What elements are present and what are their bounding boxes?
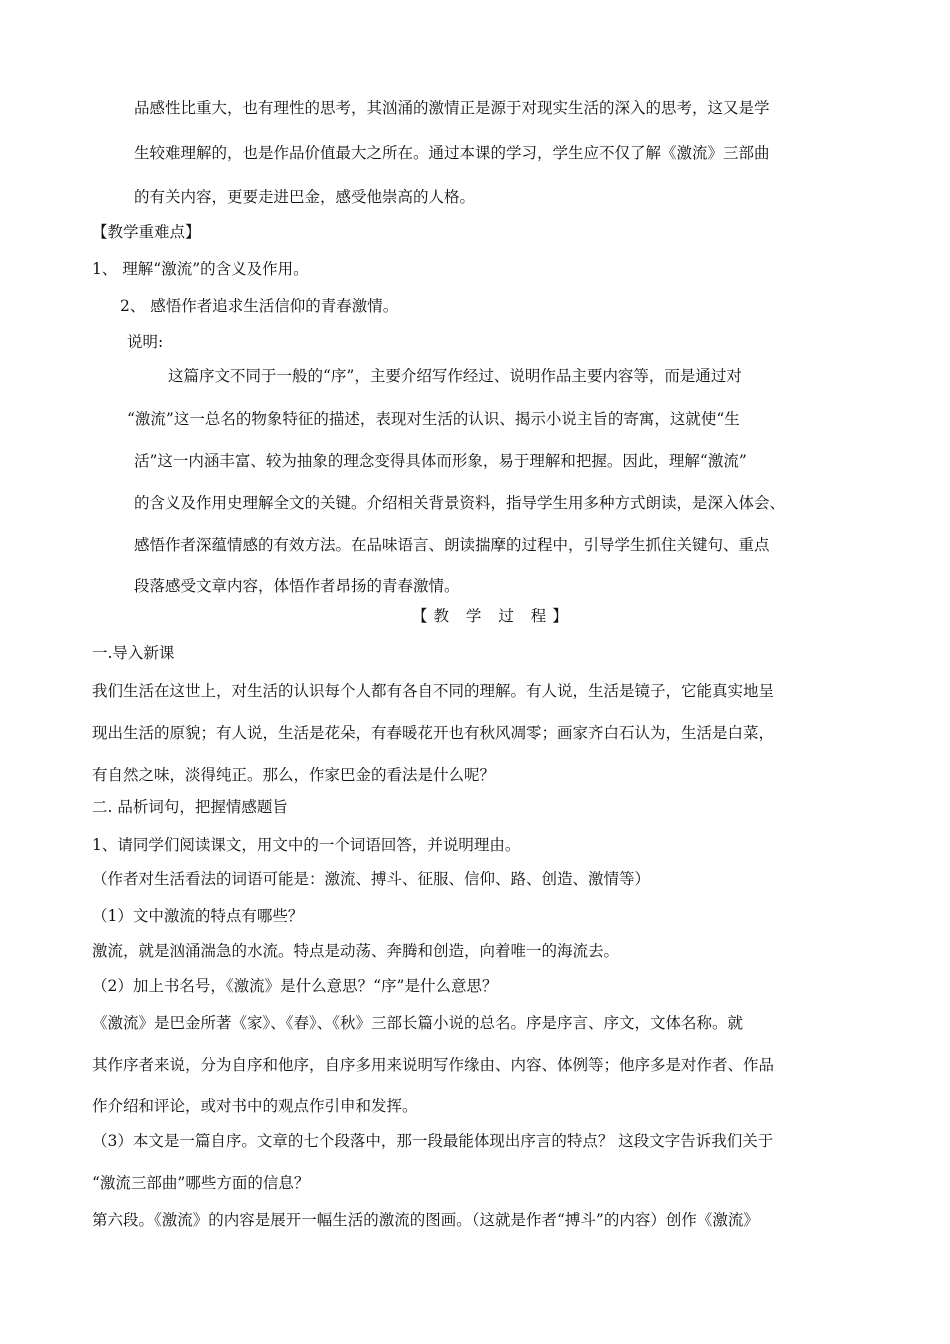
question-1-note: （作者对生活看法的词语可能是：激流、搏斗、征服、信仰、路、创造、激情等）: [92, 870, 651, 888]
note-line-3: 活”这一内涵丰富、较为抽象的理念变得具体而形象，易于理解和把握。因此，理解“激流”: [134, 452, 747, 470]
intro-line-2: 生较难理解的，也是作品价值最大之所在。通过本课的学习，学生应不仅了解《激流》三部曲: [134, 144, 770, 162]
sub-answer-2-line-2: 其作序者来说，分为自序和他序，自序多用来说明写作缘由、内容、体例等；他序多是对作者、作品: [92, 1056, 775, 1074]
sub-question-1: （1）文中激流的特点有哪些？: [92, 907, 304, 925]
section2-title: 二. 品析词句，把握情感题旨: [92, 798, 288, 816]
sub-answer-1: 激流，就是汹涌湍急的水流。特点是动荡、奔腾和创造，向着唯一的海流去。: [92, 942, 620, 960]
section1-title: 一.导入新课: [92, 644, 175, 662]
process-heading: 【教 学 过 程】: [412, 607, 574, 625]
note-line-2: “激流”这一总名的物象特征的描述，表现对生活的认识、揭示小说主旨的寄寓，这就使“生: [127, 410, 740, 428]
intro-line-1: 品感性比重大，也有理性的思考，其汹涌的激情正是源于对现实生活的深入的思考，这又是学: [134, 99, 770, 117]
note-label: 说明:: [127, 333, 164, 351]
key-points-heading: 【教学重难点】: [92, 223, 201, 241]
sub-answer-2-line-1: 《激流》是巴金所著《家》、《春》、《秋》三部长篇小说的总名。序是序言、序文，文体名称。就: [92, 1014, 744, 1032]
section1-line-1: 我们生活在这世上，对生活的认识每个人都有各自不同的理解。有人说，生活是镜子，它能真实地呈: [92, 682, 775, 700]
key-point-1: 1、 理解“激流”的含义及作用。: [92, 260, 309, 278]
sub-question-3-line-2: “激流三部曲”哪些方面的信息？: [92, 1174, 310, 1192]
sub-question-3-line-1: （3）本文是一篇自序。文章的七个段落中，那一段最能体现出序言的特点？ 这段文字告诉我们关于: [92, 1132, 774, 1150]
intro-line-3: 的有关内容，更要走进巴金，感受他崇高的人格。: [134, 188, 476, 206]
question-1: 1、请同学们阅读课文，用文中的一个词语回答，并说明理由。: [92, 836, 521, 854]
sub-answer-2-line-3: 作介绍和评论，或对书中的观点作引申和发挥。: [92, 1097, 418, 1115]
sub-answer-3: 第六段。《激流》的内容是展开一幅生活的激流的图画。（这就是作者“搏斗”的内容）创作《激流》: [92, 1211, 759, 1229]
note-line-1: 这篇序文不同于一般的“序”，主要介绍写作经过、说明作品主要内容等，而是通过对: [168, 367, 742, 385]
section1-line-2: 现出生活的原貌；有人说，生活是花朵，有春暖花开也有秋风凋零；画家齐白石认为，生活是白菜，: [92, 724, 775, 742]
note-line-4: 的含义及作用史理解全文的关键。介绍相关背景资料，指导学生用多种方式朗读，是深入体会、: [134, 494, 786, 512]
note-line-6: 段落感受文章内容，体悟作者昂扬的青春激情。: [134, 577, 460, 595]
sub-question-2: （2）加上书名号，《激流》是什么意思？“序”是什么意思？: [92, 977, 498, 995]
note-line-5: 感悟作者深蕴情感的有效方法。在品味语言、朗读揣摩的过程中，引导学生抓住关键句、重点: [134, 536, 770, 554]
section1-line-3: 有自然之味，淡得纯正。那么，作家巴金的看法是什么呢？: [92, 766, 496, 784]
key-point-2: 2、 感悟作者追求生活信仰的青春激情。: [120, 297, 399, 315]
